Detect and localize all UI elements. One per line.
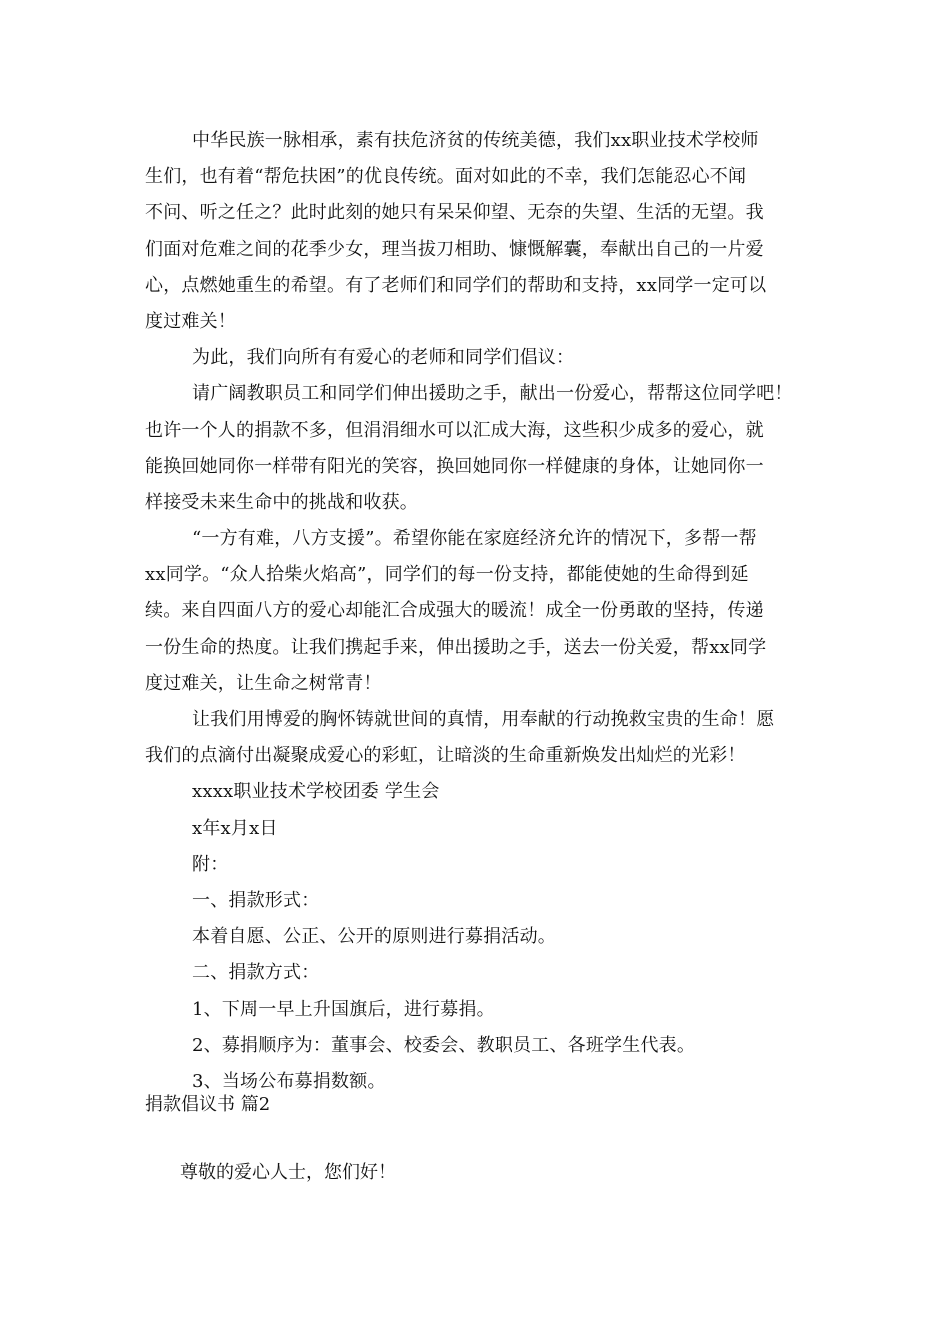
section-title: 捐款倡议书 篇2 [145, 1094, 271, 1115]
text-line: x年x月x日 [192, 817, 278, 839]
text-line: 让我们用博爱的胸怀铸就世间的真情，用奉献的行动挽救宝贵的生命！愿 [192, 709, 775, 730]
text-line: 请广阔教职员工和同学们伸出援助之手，献出一份爱心，帮帮这位同学吧！ [192, 383, 793, 405]
text-line: 续。来自四面八方的爱心却能汇合成强大的暖流！成全一份勇敢的坚持，传递 [145, 600, 764, 622]
text-line: 生们，也有着“帮危扶困”的优良传统。面对如此的不幸，我们怎能忍心不闻 [145, 166, 747, 188]
text-line: 中华民族一脉相承，素有扶危济贫的传统美德，我们xx职业技术学校师 [192, 130, 759, 151]
body-text [145, 123, 805, 1100]
text-line: 一份生命的热度。让我们携起手来，伸出援助之手，送去一份关爱，帮xx同学 [145, 636, 767, 658]
text-line: 3、当场公布募捐数额。 [192, 1070, 386, 1092]
text-line: 度过难关，让生命之树常青！ [145, 672, 382, 694]
text-line: xxxx职业技术学校团委 学生会 [192, 781, 440, 803]
text-line: 们面对危难之间的花季少女，理当拔刀相助、慷慨解囊，奉献出自己的一片爱 [145, 238, 764, 260]
text-line: 心，点燃她重生的希望。有了老师们和同学们的帮助和支持，xx同学一定可以 [145, 274, 767, 296]
text-line: 附： [192, 853, 229, 875]
greeting: 尊敬的爱心人士，您们好！ [180, 1162, 396, 1183]
text-line: 能换回她同你一样带有阳光的笑容，换回她同你一样健康的身体，让她同你一 [145, 455, 764, 477]
text-line: 本着自愿、公正、公开的原则进行募捐活动。 [192, 926, 556, 948]
text-line: xx同学。“众人拾柴火焰高”，同学们的每一份支持，都能使她的生命得到延 [145, 564, 749, 586]
text-line: 我们的点滴付出凝聚成爱心的彩虹，让暗淡的生命重新焕发出灿烂的光彩！ [145, 745, 746, 767]
text-line: 不问、听之任之？此时此刻的她只有呆呆仰望、无奈的失望、生活的无望。我 [145, 202, 764, 224]
text-line: 2、募捐顺序为：董事会、校委会、教职员工、各班学生代表。 [192, 1034, 696, 1056]
text-line: 二、捐款方式： [192, 962, 320, 984]
text-line: 度过难关！ [145, 310, 236, 332]
text-line: 也许一个人的捐款不多，但涓涓细水可以汇成大海，这些积少成多的爱心，就 [145, 419, 764, 441]
text-line: 为此，我们向所有有爱心的老师和同学们倡议： [192, 347, 575, 369]
text-line: 一、捐款形式： [192, 889, 320, 911]
text-line: 样接受未来生命中的挑战和收获。 [145, 491, 418, 513]
text-line: “一方有难，八方支援”。希望你能在家庭经济允许的情况下，多帮一帮 [192, 528, 757, 550]
text-line: 1、下周一早上升国旗后，进行募捐。 [192, 998, 495, 1020]
